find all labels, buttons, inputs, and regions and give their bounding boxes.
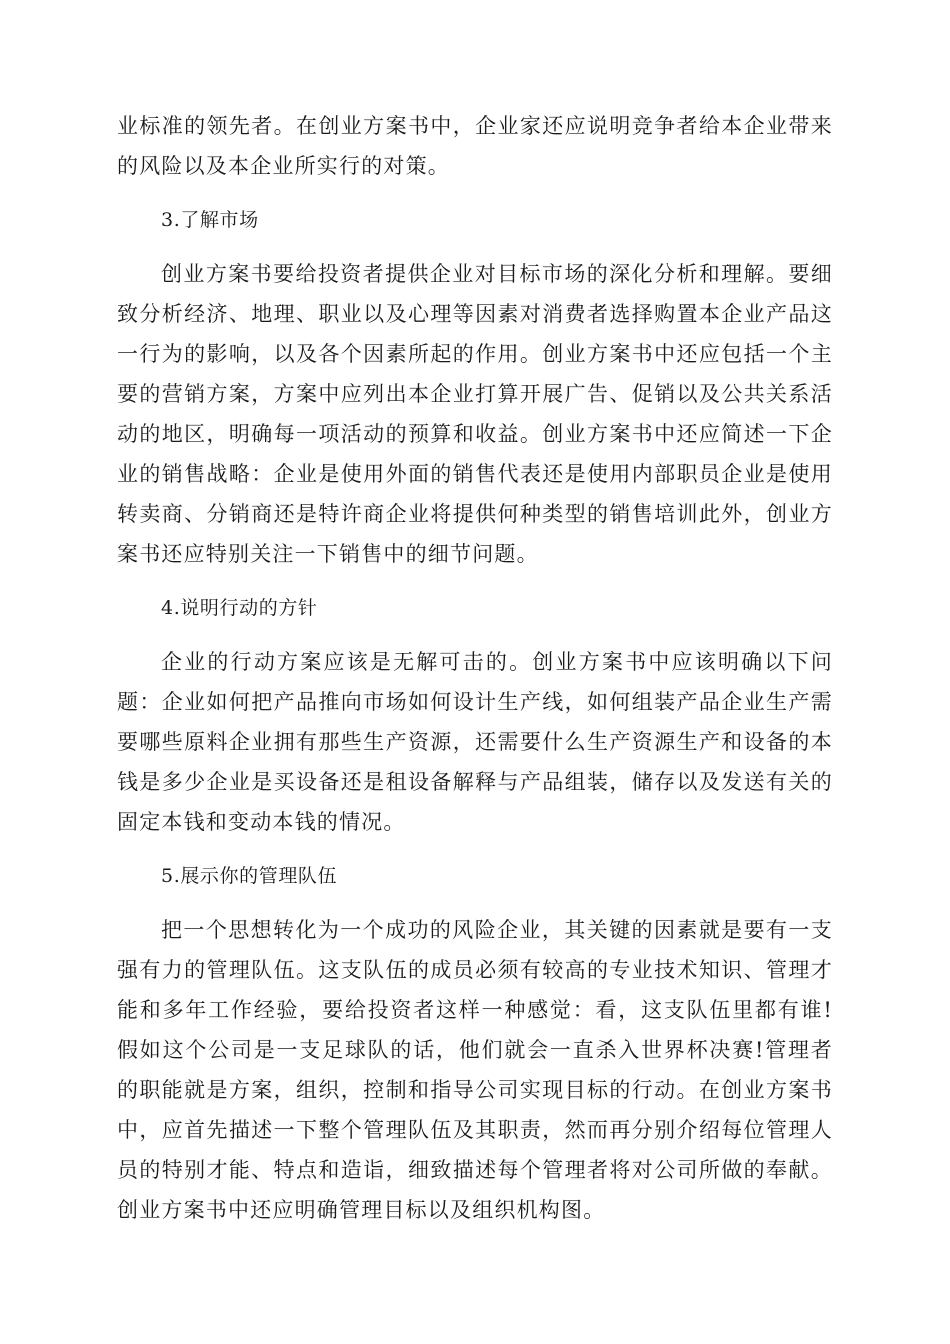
section-heading-market: 3.了解市场 [161,209,259,231]
paragraph-team: 把一个思想转化为一个成功的风险企业，其关键的因素就是要有一支强有力的管理队伍。这支队伍的成员必须有较高的专业技术知识、管理才能和多年工作经验，要给投资者这样一种感觉：看，这支队伍里都有谁!假如这个公司是一支足球队的话，他们就会一直杀入世界杯决赛!管理者的职能就是方案，组织，控制和指导公司实现目标的行动。在创业方案书中，应首先描述一下整个管理队伍及其职责，然而再分别介绍每位管理人员的特别才能、特点和造诣，细致描述每个管理者将对公司所做的奉献。创业方案书中还应明确管理目标以及组织机构图。 [117,918,833,1222]
spacer [117,842,833,856]
spacer [117,186,833,200]
paragraph-action: 企业的行动方案应该是无解可击的。创业方案书中应该明确以下问题：企业如何把产品推向市场如何设计生产线，如何组装产品企业生产需要哪些原料企业拥有那些生产资源，还需要什么生产资源生产和设备的本钱是多少企业是买设备还是租设备解释与产品组装，储存以及发送有关的固定本钱和变动本钱的情况。 [117,650,833,834]
spacer [117,240,833,254]
section-heading-team: 5.展示你的管理队伍 [161,865,338,887]
paragraph-continuation: 业标准的领先者。在创业方案书中，企业家还应说明竞争者给本企业带来的风险以及本企业所实行的对策。 [117,114,833,178]
spacer [117,574,833,588]
section-heading-action: 4.说明行动的方针 [161,597,318,619]
spacer [117,628,833,642]
paragraph-market: 创业方案书要给投资者提供企业对目标市场的深化分析和理解。要细致分析经济、地理、职业以及心理等因素对消费者选择购置本企业产品这一行为的影响，以及各个因素所起的作用。创业方案书中还应包括一个主要的营销方案，方案中应列出本企业打算开展广告、促销以及公共关系活动的地区，明确每一项活动的预算和收益。创业方案书中还应简述一下企业的销售战略：企业是使用外面的销售代表还是使用内部职员企业是使用转卖商、分销商还是特许商企业将提供何种类型的销售培训此外，创业方案书还应特别关注一下销售中的细节问题。 [117,262,833,566]
spacer [117,896,833,910]
